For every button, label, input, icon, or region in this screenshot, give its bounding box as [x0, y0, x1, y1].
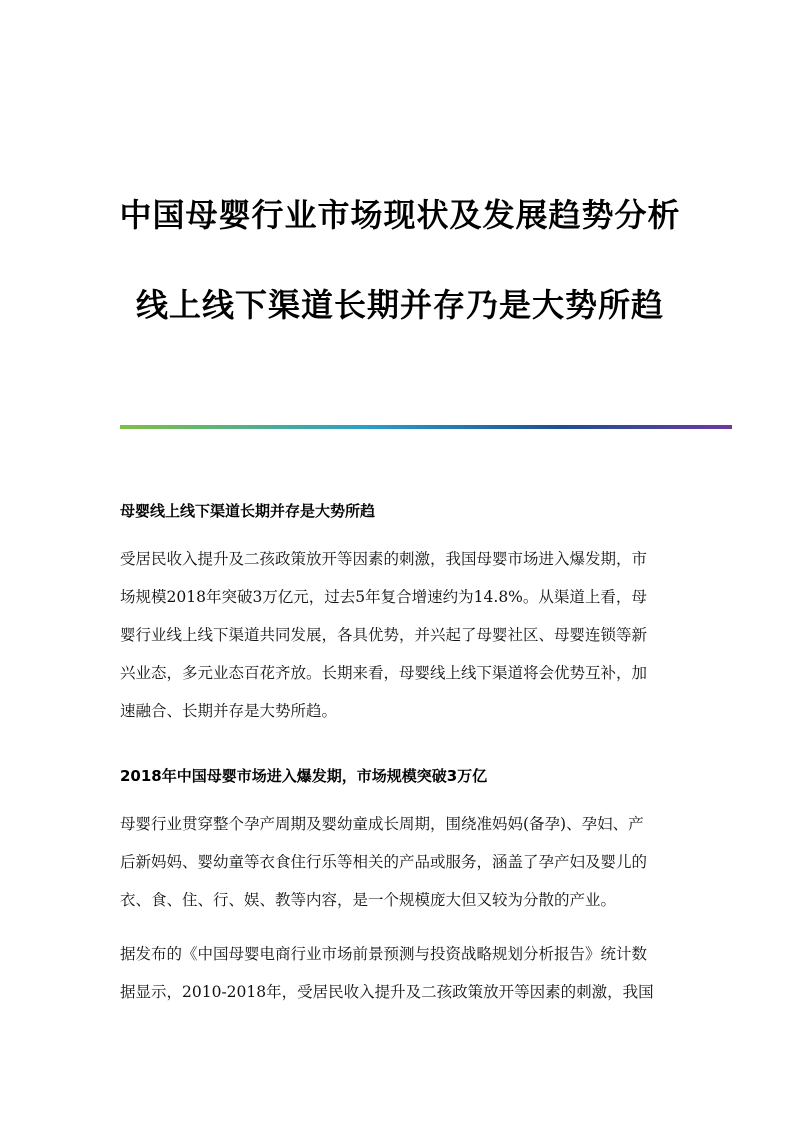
paragraph-line: 后新妈妈、婴幼童等衣食住行乐等相关的产品或服务，涵盖了孕产妇及婴儿的 — [120, 853, 648, 871]
paragraph-line: 婴行业线上线下渠道共同发展，各具优势，并兴起了母婴社区、母婴连锁等新 — [120, 626, 648, 644]
paragraph-report-stats — [120, 935, 680, 1011]
paragraph-line: 受居民收入提升及二孩政策放开等因素的刺激，我国母婴市场进入爆发期，市 — [120, 550, 648, 568]
paragraph-channels — [120, 540, 680, 730]
paragraph-industry-scope — [120, 805, 680, 919]
paragraph-line: 据发布的《中国母婴电商行业市场前景预测与投资战略规划分析报告》统计数 — [120, 945, 648, 963]
paragraph-line: 场规模2018年突破3万亿元，过去5年复合增速约为14.8%。从渠道上看，母 — [120, 588, 647, 606]
paragraph-line: 速融合、长期并存是大势所趋。 — [120, 702, 338, 720]
section-heading-channels: 母婴线上线下渠道长期并存是大势所趋 — [120, 502, 376, 520]
document-title-line-1: 中国母婴行业市场现状及发展趋势分析 — [119, 196, 681, 234]
paragraph-line: 母婴行业贯穿整个孕产周期及婴幼童成长周期，围绕准妈妈(备孕)、孕妇、产 — [120, 815, 644, 833]
document-title-line-2: 线上线下渠道长期并存乃是大势所趋 — [135, 286, 664, 324]
paragraph-line: 兴业态，多元业态百花齐放。长期来看，母婴线上线下渠道将会优势互补，加 — [120, 664, 648, 682]
gradient-divider — [120, 425, 732, 429]
section-heading-market-size: 2018年中国母婴市场进入爆发期，市场规模突破3万亿 — [120, 767, 488, 785]
paragraph-line: 衣、食、住、行、娱、教等内容，是一个规模庞大但又较为分散的产业。 — [120, 891, 617, 909]
paragraph-line: 据显示，2010-2018年，受居民收入提升及二孩政策放开等因素的刺激，我国 — [120, 983, 654, 1001]
